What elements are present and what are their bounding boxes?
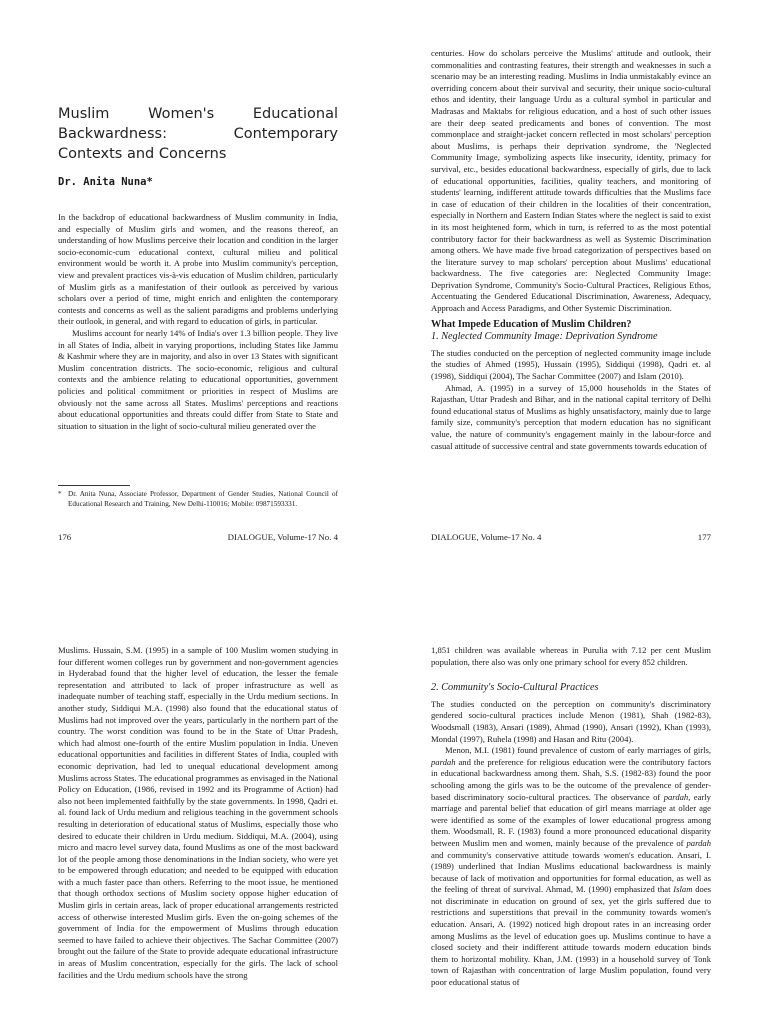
article-title: Muslim Women's Educational Backwardness: Contemporary Contexts and Concerns <box>58 106 338 162</box>
journal-name: DIALOGUE, Volume-17 No. 4 <box>431 532 542 542</box>
text-run: and community's conservative attitude towards women's education. Ansari, I. (1989) underlined that Indian Muslims educational backwardness is mainly because of lack of motivation and opportunities for formal education, as well as the feeling of threat of survival. Ahmad, M. (1990) emphasized that <box>431 849 711 895</box>
footnote-divider <box>58 485 130 486</box>
text-run: , early marriage and parental belief that education of girl means marriage at older age were identified as some of the examples of lower educational progress among them. Woodsmall, R. F. (1983) found a more pronounced educational disparity between Muslim men and women, mainly because of the prevalence of <box>431 791 711 848</box>
author-name: Dr. Anita Nuna* <box>58 176 153 188</box>
section-heading: What Impede Education of Muslim Children? <box>431 318 632 330</box>
text-run: and the preference for religious education were the contributory factors in educational backwardness among them. Shah, S.S. (1982-83) found the poor schooling among the girls was to be the outcome of the prevalence of gender-based discriminatory socio-cultural practices. The observance of <box>431 756 711 802</box>
italic-term: pardah <box>686 837 711 848</box>
body-paragraph: Muslims account for nearly 14% of India's over 1.3 billion people. They live in all States of India, albeit in varying proportions, including States like Jammu & Kashmir where they are in majority, and also in over 13 States with significant Muslim concentration districts. The socio-economic, religious and cultural contexts and the ambience relating to educational opportunities, government policies and political commitment or priorities in respect of Muslims are obviously not the same across all States. Muslims' perceptions and reactions about educational opportunities and threats could differ from State to State and situation to situation in the light of socio-cultural milieu generated over the <box>58 327 338 431</box>
page-176-body <box>58 212 338 432</box>
footnote-text: Dr. Anita Nuna, Associate Professor, Department of Gender Studies, National Council of Educational Research and Training, New Delhi-110016; Mobile: 09871593331. <box>68 490 338 508</box>
italic-term: Islam <box>673 884 693 895</box>
page-number: 176 <box>58 532 72 542</box>
text-run: does not discriminate in education on ground of sex, yet the girls suffered due to restrictions and superstitions that prevail in the community towards women's education. Ansari, A. (1992) noticed high dropout rates in an increasing order among Muslims as the level of education goes up. Muslims continue to have a closed society and their indifferent attitude towards modern education binds them to horizontal mobility. Khan, J.M. (1993) in a household survey of Tonk town of Rajasthan with concentration of large Muslim population, found very poor educational status of <box>431 884 711 988</box>
page-177 <box>431 40 711 560</box>
page-176 <box>58 40 338 560</box>
subsection-heading: 1. Neglected Community Image: Deprivation Syndrome <box>431 331 658 343</box>
body-paragraph: Ahmad, A. (1995) in a survey of 15,000 households in the States of Rajasthan, Uttar Pradesh and Bihar, and in the national capital territory of Delhi found educational status of Muslims as highly unsatisfactory, mainly due to large family size, community's perception that modern education has no significant value, the nature of community's engagement mainly in the labour-force and casual attitude of successive central and state governments towards education of <box>431 382 711 451</box>
footnote-marker: * <box>58 490 62 498</box>
subsection-heading: 2. Community's Socio-Cultural Practices <box>431 682 599 694</box>
page-178 <box>58 640 338 1024</box>
page-177-body <box>431 48 711 452</box>
page-178-body <box>58 645 338 981</box>
page-179-body <box>431 645 711 989</box>
italic-term: pardah <box>663 791 689 802</box>
body-paragraph: The studies conducted on the perception of neglected community image include the studies of Ahmed (1995), Hussain (1995), Siddiqui (1998), Qadri et. al (1998), Siddiqui (2004), The Sachar Committee (2007) and Islam (2010). <box>431 347 711 382</box>
abstract-paragraph: In the backdrop of educational backwardness of Muslim community in India, and especially of Muslim girls and women, and the reasons thereof, an understanding of how Muslims perceive their location and condition in the larger socio-economic-cum educational context, cultural milieu and political environment would be worth it. A probe into Muslim community's perception, view and prevalent practices vis-à-vis education of Muslim children, particularly of Muslim girls as a manifestation of their outlook as perceived by various scholars over a period of time, might enrich and enlighten the contemporary contests and concerns as well as the salient paradigms and problems underlying their outlook, in general, and with regard to education of girls, in particular. <box>58 212 338 327</box>
body-paragraph: Muslims. Hussain, S.M. (1995) in a sample of 100 Muslim women studying in four different women colleges run by government and non-government agencies in Hyderabad found that the higher level of education, the lesser the female representation and attributed to lack of proper infrastructure as well as inadequate number of teaching staff, especially in the Urdu medium sections. In another study, Siddiqui M.A. (1998) also found that the educational status of Muslims had not improved over the years, particularly in the northern part of the country. The worst condition was found to be in the State of Uttar Pradesh, which had almost one-fourth of the entire Muslim population in India. Uneven educational opportunities and facilities in different States of India, coupled with economic deprivation, had led to unequal educational development among Muslims across States. The educational programmes as envisaged in the National Policy on Education, (1986, revised in 1992 and its Programme of Action) had also not been implemented faithfully by the state governments. In 1998, Qadri et. al. found lack of Urdu medium and religious teaching in the government schools resulting in deterioration of educational status of Muslims, especially those who desired to educate their children in Urdu medium. Siddiqui, M.A. (2004), using micro and macro level survey data, found Muslims as one of the most backward lot of the people among those denominations in the Indian society, who were yet to be empowered through education; and needed to be equipped with education with a much faster pace than others. Referring to the moot issue, he mentioned that though orthodox sections of Muslim society oppose higher education of Muslim girls in certain areas, lack of proper educational arrangements restricted access of otherwise interested Muslim girls. Even the on-going schemes of the government of India for the empowerment of Muslims through education seemed to have failed to achieve their objectives. The Sachar Committee (2007) brought out the failure of the State to provide adequate educational infrastructure in areas of Muslim concentration, especially for the girls. The lack of school facilities and the Urdu medium schools have the strong <box>58 645 338 980</box>
page-179 <box>431 640 711 1024</box>
body-paragraph: The studies conducted on the perception on community's discriminatory gendered socio-cultural practices include Menon (1981), Shah (1982-83), Woodsmall (1983), Ansari (1989), Ahmad (1990), Ansari (1992), Khan (1993), Mondal (1997), Ruhela (1998) and Hasan and Ritu (2004). <box>431 698 711 744</box>
italic-term: pardah <box>431 756 456 767</box>
journal-name: DIALOGUE, Volume-17 No. 4 <box>227 532 338 542</box>
body-paragraph: centuries. How do scholars perceive the Muslims' attitude and outlook, their commonalities and contrasting features, their strength and weaknesses in such a scenario may be an interesting reading. Muslims in India unmistakably evince an overriding concern about their survival and security, their unique socio-cultural ethos and identity, their language Urdu as a cultural symbol in particular and Madrasas and Maktabs for religious education, and a host of such other issues are their deep seated predicaments and bones of convention. The most commonplace and straight-jacket concern reflected in most scholars' perception about Muslims, is perhaps their deprivation syndrome, the 'Neglected Community Image, symbolizing aspects like insecurity, identity, primacy for survival, etc., besides educational backwardness, especially of girls, due to lack of educational opportunities, facilities, quality teachers, and monitoring of students' learning, indifferent attitude towards difficulties that the Muslims face in case of education of their children in the localities of their concentration, especially in Northern and Eastern Indian States where the neglect is said to exist in its most heightened form, which in turn, is referred to as the most potential contributory factor for their backwardness as well as Systemic Discrimination among others. We have made five broad categorization of perspectives based on the literature survey to map scholars' perception about Muslims' educational backwardness. The five categories are: Neglected Community Image: Deprivation Syndrome, Community's Socio-Cultural Practices, Religious Ethos, Accentuating the Gendered Educational Discrimination, Awareness, Adequacy, Approach and Access Paradigms, and Other Systemic Discrimination. <box>431 48 711 314</box>
page-number: 177 <box>697 532 711 542</box>
body-paragraph: 1,851 children was available whereas in Purulia with 7.12 per cent Muslim population, there also was only one primary school for every 852 children. <box>431 645 711 667</box>
author-footnote <box>58 490 338 509</box>
text-run: Menon, M.I. (1981) found prevalence of custom of early marriages of girls, <box>445 745 711 756</box>
body-paragraph <box>431 745 711 988</box>
